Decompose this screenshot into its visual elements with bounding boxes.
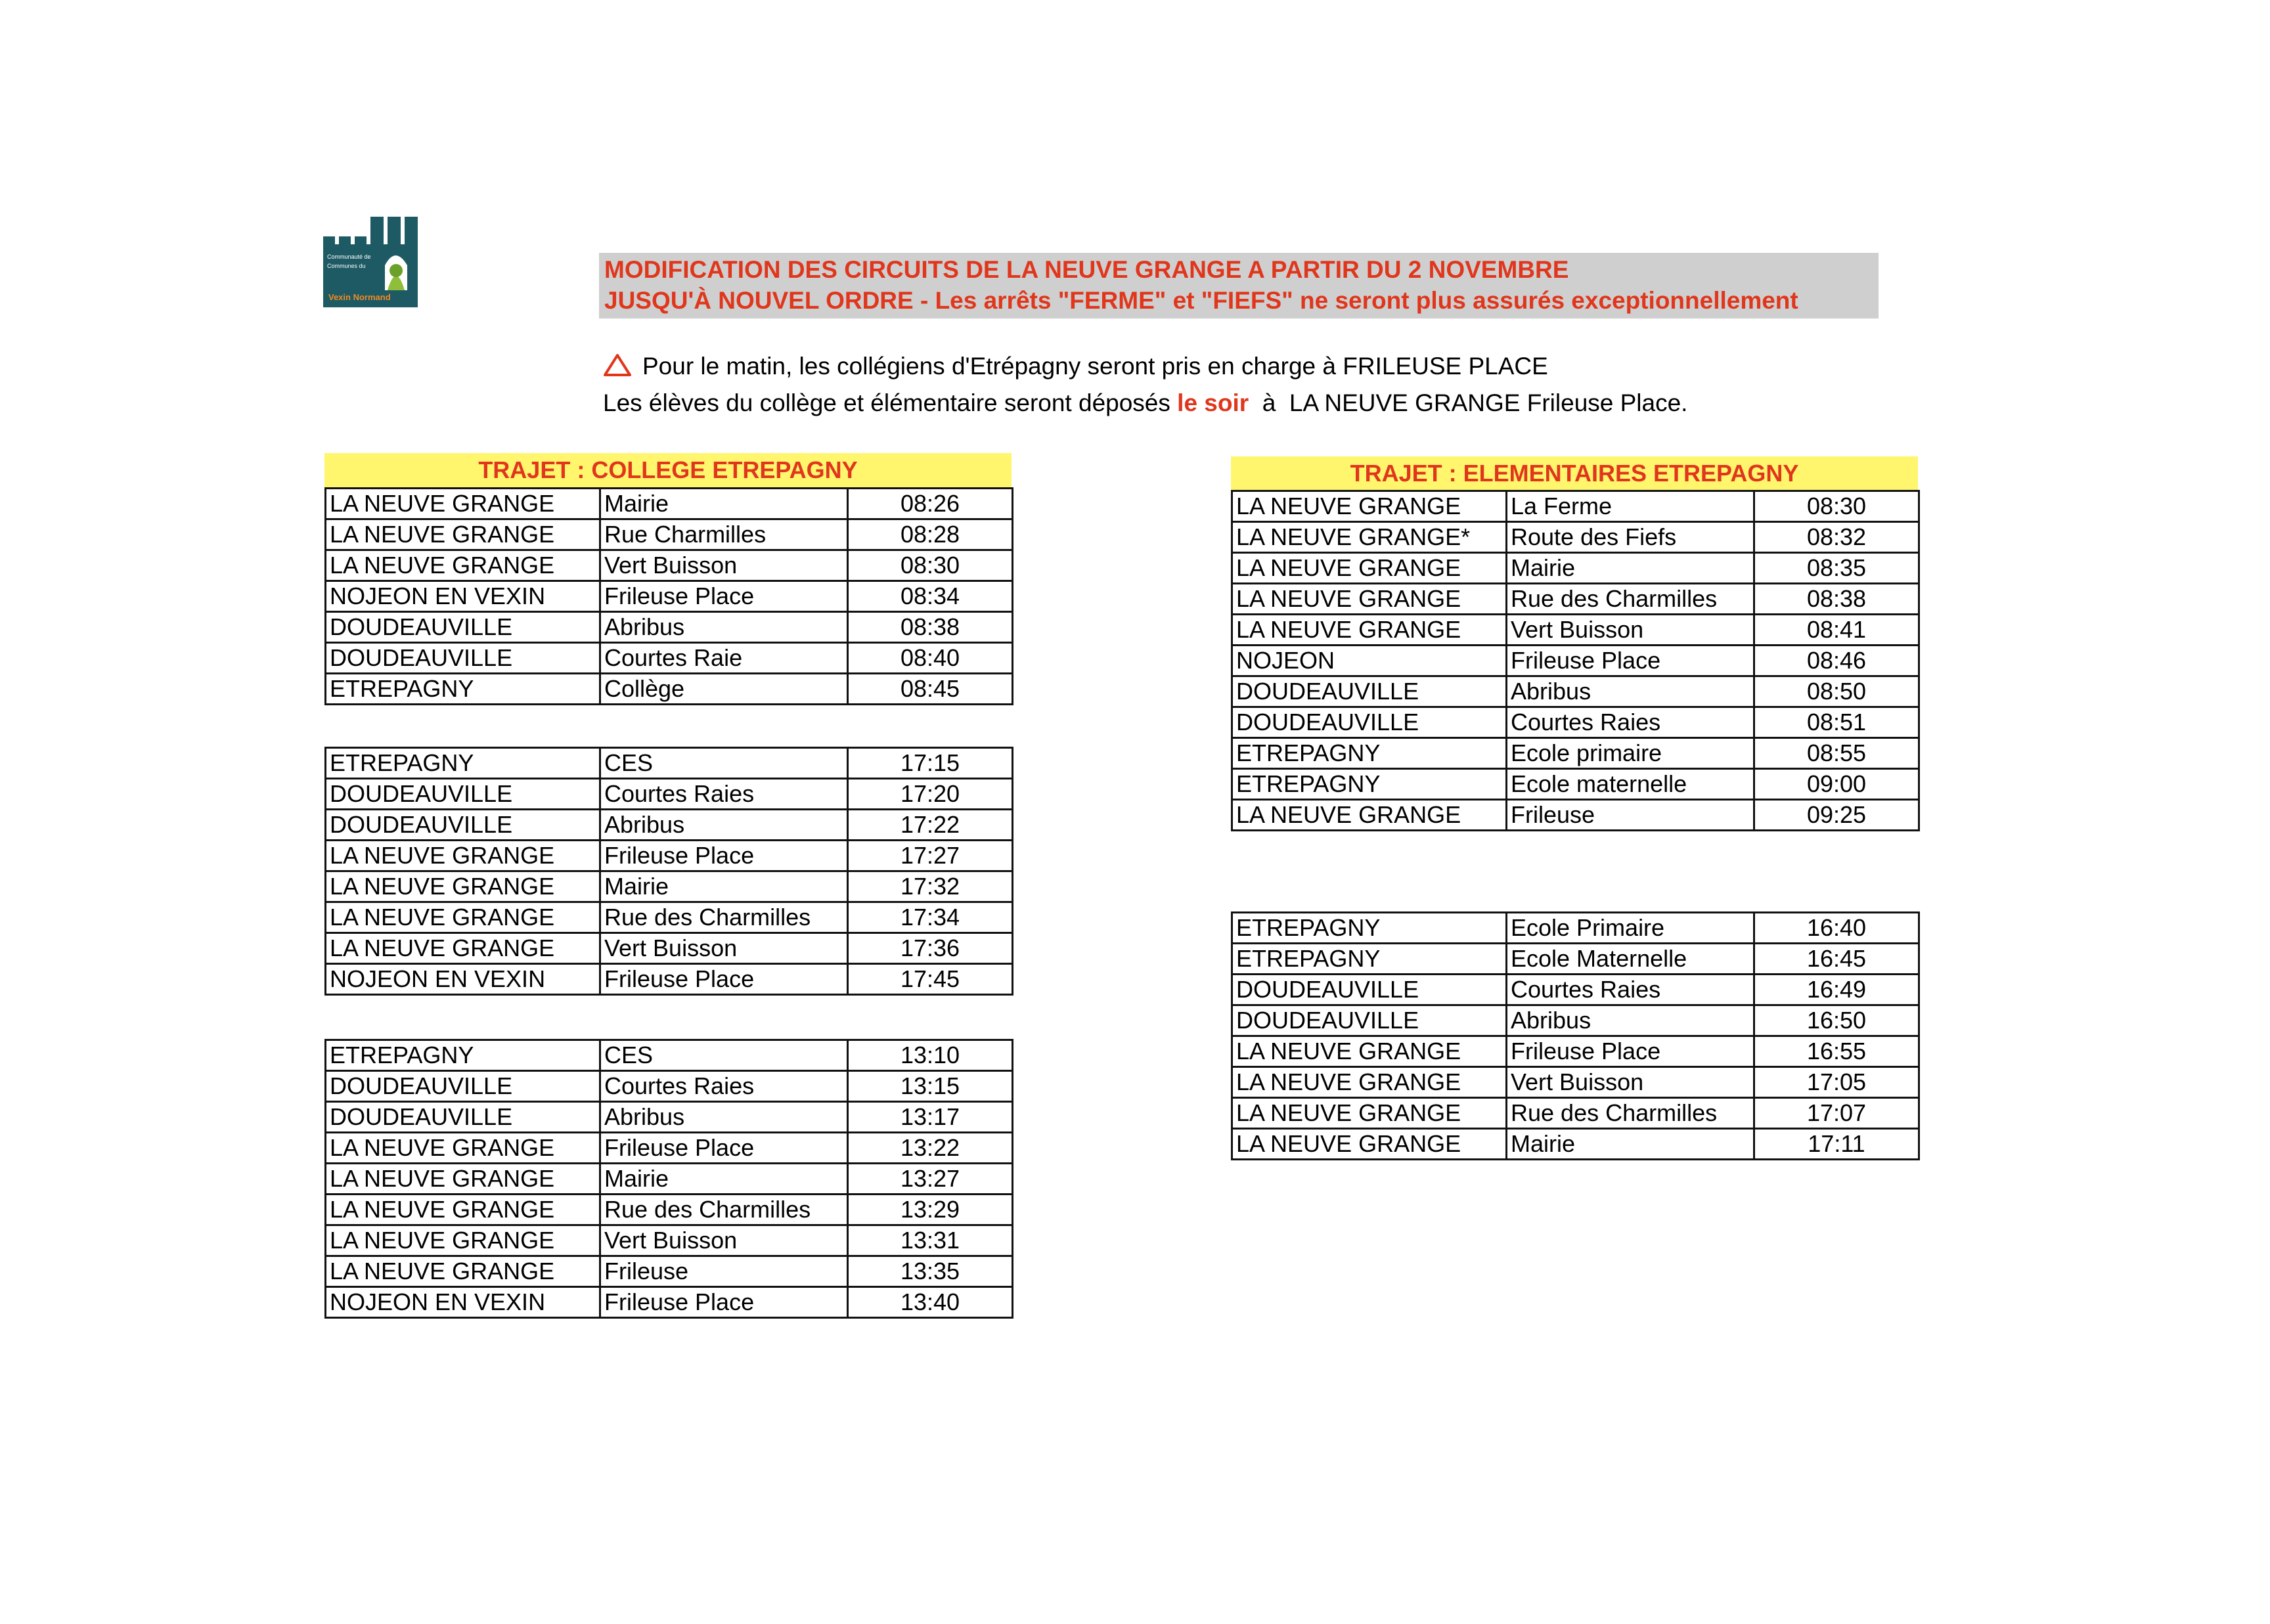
commune-cell: LA NEUVE GRANGE (326, 1195, 600, 1225)
college-midday-table (324, 1039, 1013, 1319)
time-cell: 17:36 (848, 933, 1013, 964)
commune-cell: NOJEON EN VEXIN (326, 1287, 600, 1318)
time-cell: 13:10 (848, 1040, 1013, 1071)
commune-cell: LA NEUVE GRANGE (1232, 1067, 1507, 1098)
commune-cell: NOJEON (1232, 646, 1507, 676)
table-row (1232, 676, 1919, 707)
table-row (326, 933, 1013, 964)
table-row (1232, 944, 1919, 975)
table-row (326, 810, 1013, 841)
commune-cell: ETREPAGNY (1232, 913, 1507, 944)
stop-cell: Mairie (1507, 1129, 1754, 1160)
college-evening-table (324, 747, 1013, 996)
time-cell: 16:45 (1754, 944, 1919, 975)
banner (599, 253, 1879, 318)
commune-cell: ETREPAGNY (1232, 769, 1507, 800)
table-row (326, 1164, 1013, 1195)
commune-cell: LA NEUVE GRANGE (1232, 615, 1507, 646)
commune-cell: LA NEUVE GRANGE* (1232, 522, 1507, 553)
stop-cell: Frileuse Place (600, 1287, 848, 1318)
table-row (326, 779, 1013, 810)
notice-line2-suffix: à LA NEUVE GRANGE Frileuse Place. (1249, 389, 1688, 416)
time-cell: 08:40 (848, 643, 1013, 674)
time-cell: 16:55 (1754, 1036, 1919, 1067)
time-cell: 13:22 (848, 1133, 1013, 1164)
time-cell: 08:30 (848, 550, 1013, 581)
time-cell: 17:32 (848, 871, 1013, 902)
stop-cell: Abribus (1507, 676, 1754, 707)
elementary-afternoon-table (1231, 911, 1920, 1160)
commune-cell: ETREPAGNY (1232, 944, 1507, 975)
time-cell: 08:28 (848, 519, 1013, 550)
table-row (1232, 615, 1919, 646)
banner-line1: MODIFICATION DES CIRCUITS DE LA NEUVE GRANGE A PARTIR DU 2 NOVEMBRE (604, 256, 1569, 283)
commune-cell: DOUDEAUVILLE (326, 1102, 600, 1133)
stop-cell: Abribus (600, 612, 848, 643)
table-row (326, 1040, 1013, 1071)
time-cell: 17:15 (848, 748, 1013, 779)
stop-cell: Ecole Maternelle (1507, 944, 1754, 975)
commune-cell: LA NEUVE GRANGE (1232, 553, 1507, 584)
time-cell: 13:31 (848, 1225, 1013, 1256)
stop-cell: Courtes Raies (600, 1071, 848, 1102)
time-cell: 13:40 (848, 1287, 1013, 1318)
commune-cell: LA NEUVE GRANGE (326, 489, 600, 519)
table-row (1232, 553, 1919, 584)
stop-cell: Vert Buisson (1507, 1067, 1754, 1098)
table-row (326, 1102, 1013, 1133)
stop-cell: Frileuse Place (600, 1133, 848, 1164)
stop-cell: Courtes Raies (1507, 707, 1754, 738)
logo (322, 217, 447, 309)
commune-cell: ETREPAGNY (1232, 738, 1507, 769)
stop-cell: Ecole primaire (1507, 738, 1754, 769)
commune-cell: LA NEUVE GRANGE (326, 1164, 600, 1195)
table-row (1232, 707, 1919, 738)
logo-brand: Vexin Normand (328, 292, 391, 302)
notice-line2-prefix: Les élèves du collège et élémentaire seront déposés (603, 389, 1178, 416)
time-cell: 17:20 (848, 779, 1013, 810)
commune-cell: LA NEUVE GRANGE (326, 933, 600, 964)
elementary-morning-table (1231, 490, 1920, 831)
time-cell: 08:55 (1754, 738, 1919, 769)
time-cell: 08:50 (1754, 676, 1919, 707)
table-row (326, 519, 1013, 550)
table-row (1232, 1129, 1919, 1160)
time-cell: 08:26 (848, 489, 1013, 519)
time-cell: 08:35 (1754, 553, 1919, 584)
commune-cell: LA NEUVE GRANGE (326, 871, 600, 902)
time-cell: 17:27 (848, 841, 1013, 871)
college-morning-table (324, 487, 1013, 705)
table-row (1232, 1005, 1919, 1036)
commune-cell: DOUDEAUVILLE (326, 779, 600, 810)
table-row (326, 1287, 1013, 1318)
stop-cell: Ecole maternelle (1507, 769, 1754, 800)
time-cell: 17:45 (848, 964, 1013, 995)
table-row (1232, 584, 1919, 615)
table-row (326, 550, 1013, 581)
table-row (1232, 975, 1919, 1005)
stop-cell: Courtes Raies (600, 779, 848, 810)
stop-cell: CES (600, 748, 848, 779)
time-cell: 16:50 (1754, 1005, 1919, 1036)
commune-cell: DOUDEAUVILLE (1232, 707, 1507, 738)
stop-cell: CES (600, 1040, 848, 1071)
notice-highlight: le soir (1177, 389, 1249, 416)
table-row (326, 643, 1013, 674)
time-cell: 17:07 (1754, 1098, 1919, 1129)
stop-cell: Rue des Charmilles (600, 902, 848, 933)
time-cell: 08:32 (1754, 522, 1919, 553)
stop-cell: Frileuse Place (600, 841, 848, 871)
time-cell: 17:34 (848, 902, 1013, 933)
commune-cell: NOJEON EN VEXIN (326, 964, 600, 995)
table-row (326, 841, 1013, 871)
commune-cell: LA NEUVE GRANGE (326, 902, 600, 933)
stop-cell: Ecole Primaire (1507, 913, 1754, 944)
stop-cell: Frileuse Place (600, 581, 848, 612)
table-row (1232, 1036, 1919, 1067)
elementary-route-title: TRAJET : ELEMENTAIRES ETREPAGNY (1231, 456, 1918, 491)
stop-cell: Frileuse Place (600, 964, 848, 995)
time-cell: 08:45 (848, 674, 1013, 705)
time-cell: 08:51 (1754, 707, 1919, 738)
stop-cell: Mairie (600, 871, 848, 902)
commune-cell: DOUDEAUVILLE (326, 810, 600, 841)
stop-cell: Courtes Raies (1507, 975, 1754, 1005)
commune-cell: LA NEUVE GRANGE (1232, 1098, 1507, 1129)
table-row (326, 1225, 1013, 1256)
stop-cell: La Ferme (1507, 491, 1754, 522)
commune-cell: ETREPAGNY (326, 674, 600, 705)
table-row (1232, 913, 1919, 944)
notice-line2 (603, 385, 1687, 422)
time-cell: 17:11 (1754, 1129, 1919, 1160)
commune-cell: LA NEUVE GRANGE (326, 1133, 600, 1164)
commune-cell: LA NEUVE GRANGE (1232, 1129, 1507, 1160)
stop-cell: Vert Buisson (1507, 615, 1754, 646)
warning-triangle-icon (603, 353, 632, 377)
stop-cell: Vert Buisson (600, 1225, 848, 1256)
table-row (1232, 1067, 1919, 1098)
table-row (326, 748, 1013, 779)
table-row (1232, 738, 1919, 769)
commune-cell: DOUDEAUVILLE (1232, 975, 1507, 1005)
table-row (326, 1195, 1013, 1225)
stop-cell: Mairie (600, 1164, 848, 1195)
banner-line2: JUSQU'À NOUVEL ORDRE - Les arrêts "FERME" et "FIEFS" ne seront plus assurés exceptionnellement (604, 287, 1798, 314)
time-cell: 08:30 (1754, 491, 1919, 522)
table-row (326, 674, 1013, 705)
commune-cell: LA NEUVE GRANGE (1232, 1036, 1507, 1067)
table-row (1232, 491, 1919, 522)
table-row (326, 1133, 1013, 1164)
commune-cell: DOUDEAUVILLE (326, 1071, 600, 1102)
time-cell: 08:34 (848, 581, 1013, 612)
stop-cell: Vert Buisson (600, 933, 848, 964)
college-route-title: TRAJET : COLLEGE ETREPAGNY (324, 453, 1012, 487)
logo-text-line1: Communauté de (327, 253, 371, 260)
time-cell: 08:38 (848, 612, 1013, 643)
table-row (326, 581, 1013, 612)
stop-cell: Rue des Charmilles (600, 1195, 848, 1225)
commune-cell: DOUDEAUVILLE (326, 643, 600, 674)
time-cell: 13:35 (848, 1256, 1013, 1287)
time-cell: 13:29 (848, 1195, 1013, 1225)
stop-cell: Abribus (600, 810, 848, 841)
stop-cell: Mairie (600, 489, 848, 519)
notice-line1-text: Pour le matin, les collégiens d'Etrépagny seront pris en charge à FRILEUSE PLACE (642, 353, 1548, 380)
commune-cell: NOJEON EN VEXIN (326, 581, 600, 612)
stop-cell: Mairie (1507, 553, 1754, 584)
commune-cell: LA NEUVE GRANGE (326, 841, 600, 871)
time-cell: 09:00 (1754, 769, 1919, 800)
time-cell: 08:38 (1754, 584, 1919, 615)
table-row (1232, 522, 1919, 553)
time-cell: 13:27 (848, 1164, 1013, 1195)
stop-cell: Abribus (600, 1102, 848, 1133)
stop-cell: Rue des Charmilles (1507, 584, 1754, 615)
stop-cell: Route des Fiefs (1507, 522, 1754, 553)
commune-cell: DOUDEAUVILLE (1232, 676, 1507, 707)
commune-cell: LA NEUVE GRANGE (326, 550, 600, 581)
notice (603, 348, 1687, 422)
stop-cell: Rue Charmilles (600, 519, 848, 550)
logo-text-line2: Communes du (327, 263, 366, 269)
commune-cell: LA NEUVE GRANGE (326, 1225, 600, 1256)
time-cell: 08:46 (1754, 646, 1919, 676)
stop-cell: Frileuse (600, 1256, 848, 1287)
stop-cell: Vert Buisson (600, 550, 848, 581)
table-row (326, 489, 1013, 519)
commune-cell: LA NEUVE GRANGE (1232, 800, 1507, 831)
table-row (1232, 646, 1919, 676)
stop-cell: Rue des Charmilles (1507, 1098, 1754, 1129)
table-row (1232, 800, 1919, 831)
time-cell: 13:17 (848, 1102, 1013, 1133)
stop-cell: Courtes Raie (600, 643, 848, 674)
stop-cell: Frileuse Place (1507, 646, 1754, 676)
commune-cell: LA NEUVE GRANGE (326, 519, 600, 550)
table-row (326, 612, 1013, 643)
notice-line1 (603, 348, 1687, 385)
stop-cell: Abribus (1507, 1005, 1754, 1036)
table-row (1232, 769, 1919, 800)
time-cell: 16:40 (1754, 913, 1919, 944)
commune-cell: LA NEUVE GRANGE (1232, 584, 1507, 615)
time-cell: 16:49 (1754, 975, 1919, 1005)
commune-cell: DOUDEAUVILLE (1232, 1005, 1507, 1036)
commune-cell: ETREPAGNY (326, 748, 600, 779)
table-row (326, 902, 1013, 933)
time-cell: 09:25 (1754, 800, 1919, 831)
commune-cell: ETREPAGNY (326, 1040, 600, 1071)
commune-cell: DOUDEAUVILLE (326, 612, 600, 643)
table-row (326, 1256, 1013, 1287)
stop-cell: Collège (600, 674, 848, 705)
commune-cell: LA NEUVE GRANGE (1232, 491, 1507, 522)
time-cell: 17:05 (1754, 1067, 1919, 1098)
commune-cell: LA NEUVE GRANGE (326, 1256, 600, 1287)
table-row (326, 964, 1013, 995)
stop-cell: Frileuse (1507, 800, 1754, 831)
table-row (326, 871, 1013, 902)
time-cell: 13:15 (848, 1071, 1013, 1102)
time-cell: 17:22 (848, 810, 1013, 841)
table-row (1232, 1098, 1919, 1129)
stop-cell: Frileuse Place (1507, 1036, 1754, 1067)
table-row (326, 1071, 1013, 1102)
time-cell: 08:41 (1754, 615, 1919, 646)
